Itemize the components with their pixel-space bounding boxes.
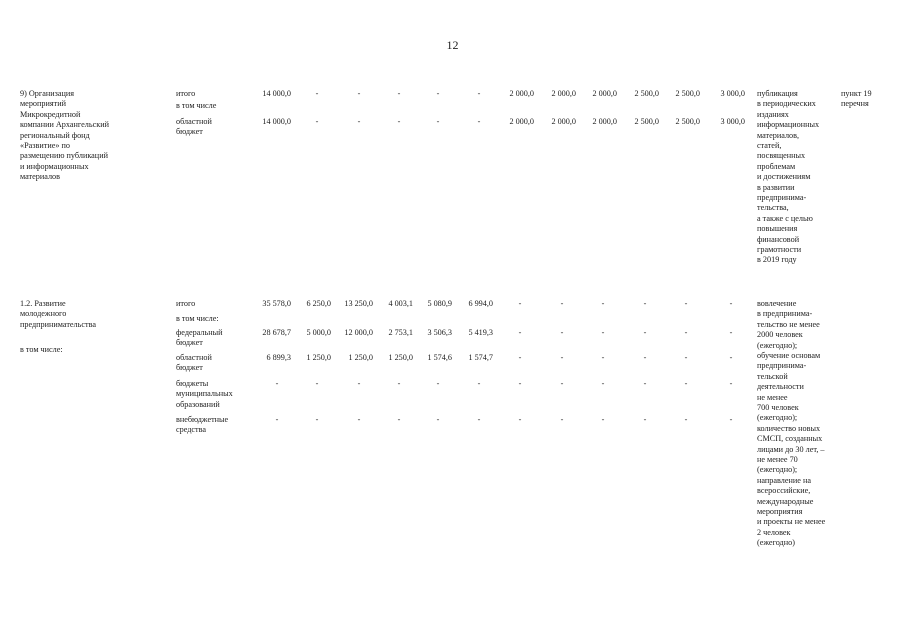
amount-cell: - [729, 379, 733, 388]
funding-source-label: итого [176, 299, 196, 308]
expected-result-line: (ежегодно); [757, 465, 798, 475]
amount-cell: - [397, 415, 401, 424]
event-title-line: «Развитие» по [20, 141, 70, 150]
event-title-line: 9) Организация [20, 89, 75, 98]
expected-result-line: материалов, [757, 130, 800, 140]
amount-cell: - [684, 299, 688, 308]
amount-cell: - [477, 415, 481, 424]
amount-cell: 6 899,3 [266, 353, 291, 362]
expected-result-line: 2000 человек [757, 330, 803, 340]
amount-cell: - [643, 415, 647, 424]
amount-cell: 3 000,0 [720, 89, 745, 98]
amount-cell: - [315, 415, 319, 424]
amount-cell: 35 578,0 [262, 299, 291, 308]
expected-result-line: посвященных [757, 151, 806, 161]
amount-cell: 1 250,0 [388, 353, 413, 362]
amount-cell: - [397, 379, 401, 388]
amount-cell: - [560, 379, 564, 388]
amount-cell: - [729, 415, 733, 424]
amount-cell: 2 500,0 [675, 89, 700, 98]
expected-result-line: в предпринима- [757, 309, 813, 319]
amount-cell: 12 000,0 [344, 328, 373, 337]
expected-result-line: информационных [757, 120, 820, 130]
amount-cell: - [315, 379, 319, 388]
expected-result-line: 2 человек [757, 527, 791, 537]
amount-cell: 3 506,3 [427, 328, 452, 337]
amount-cell: 2 000,0 [551, 89, 576, 98]
amount-cell: 2 753,1 [388, 328, 413, 337]
amount-cell: 1 574,7 [468, 353, 493, 362]
amount-cell: - [560, 328, 564, 337]
expected-result-line: мероприятия [757, 507, 803, 516]
amount-cell: 2 500,0 [634, 117, 659, 126]
amount-cell: 2 500,0 [675, 117, 700, 126]
amount-cell: - [684, 353, 688, 362]
reference-line: пункт 19 [841, 89, 872, 98]
funding-source-label: областной [176, 117, 212, 126]
amount-cell: - [397, 117, 401, 126]
expected-result-line: статей, [757, 141, 782, 150]
amount-cell: - [518, 353, 522, 362]
amount-cell: - [601, 353, 605, 362]
amount-cell: - [729, 328, 733, 337]
section-title-line: молодежного [20, 309, 67, 319]
amount-cell: 2 000,0 [551, 117, 576, 126]
funding-source-label: образований [176, 399, 220, 409]
funding-source-label: бюджет [176, 127, 203, 137]
amount-cell: - [315, 117, 319, 126]
amount-cell: - [643, 379, 647, 388]
funding-source-label: итого [176, 89, 196, 98]
amount-cell: - [560, 415, 564, 424]
funding-source-label: бюджеты [176, 379, 209, 388]
amount-cell: - [518, 379, 522, 388]
amount-cell: - [684, 328, 688, 337]
expected-result-line: (ежегодно); [757, 413, 798, 423]
expected-result-line: предпринима- [757, 361, 807, 371]
expected-result-line: финансовой [757, 234, 800, 244]
amount-cell: 2 000,0 [592, 89, 617, 98]
amount-cell: 6 994,0 [468, 299, 493, 308]
funding-source-label: федеральный [176, 328, 223, 337]
amount-cell: - [315, 89, 319, 98]
amount-cell: - [357, 89, 361, 98]
funding-source-label: в том числе [176, 101, 217, 110]
funding-source-label: бюджет [176, 363, 203, 373]
amount-cell: 1 574,6 [427, 353, 452, 362]
event-title-line: материалов [20, 172, 60, 182]
amount-cell: - [729, 353, 733, 362]
funding-source-label: средства [176, 425, 207, 435]
expected-result-line: изданиях [757, 109, 789, 119]
expected-result-line: количество новых [757, 423, 821, 433]
amount-cell: - [436, 415, 440, 424]
amount-cell: 2 000,0 [509, 117, 534, 126]
amount-cell: 4 003,1 [388, 299, 413, 308]
amount-cell: 28 678,7 [262, 328, 291, 337]
expected-result-line: 700 человек [757, 403, 799, 412]
amount-cell: - [684, 379, 688, 388]
expected-result-line: обучение основам [757, 351, 821, 360]
amount-cell: - [518, 415, 522, 424]
amount-cell: - [518, 328, 522, 337]
funding-source-label: муниципальных [176, 389, 233, 399]
expected-result-line: и достижениям [757, 172, 811, 182]
amount-cell: - [518, 299, 522, 308]
amount-cell: - [560, 299, 564, 308]
amount-cell: 1 250,0 [306, 353, 331, 362]
expected-result-line: не менее [757, 392, 788, 402]
amount-cell: 14 000,0 [262, 117, 291, 126]
amount-cell: - [357, 415, 361, 424]
expected-result-line: не менее 70 [757, 455, 798, 464]
amount-cell: - [643, 299, 647, 308]
amount-cell: - [643, 328, 647, 337]
amount-cell: - [357, 117, 361, 126]
amount-cell: - [436, 89, 440, 98]
expected-result-line: международные [757, 496, 814, 506]
amount-cell: 2 000,0 [592, 117, 617, 126]
event-title-line: компании Архангельский [20, 120, 109, 130]
amount-cell: - [601, 328, 605, 337]
expected-result-line: (ежегодно); [757, 340, 798, 350]
funding-source-label: бюджет [176, 338, 203, 348]
amount-cell: - [477, 379, 481, 388]
funding-source-label: внебюджетные [176, 415, 229, 424]
event-title-line: и информационных [20, 161, 89, 171]
section-title-line: 1.2. Развитие [20, 299, 66, 308]
amount-cell: 14 000,0 [262, 89, 291, 98]
expected-result-line: повышения [757, 224, 798, 234]
expected-result-line: вовлечение [757, 299, 797, 308]
expected-result-line: деятельности [757, 382, 804, 392]
amount-cell: - [601, 415, 605, 424]
amount-cell: - [601, 299, 605, 308]
reference-line: перечня [841, 99, 869, 109]
amount-cell: 2 000,0 [509, 89, 534, 98]
funding-source-label: в том числе: [176, 314, 219, 323]
amount-cell: 5 000,0 [306, 328, 331, 337]
amount-cell: 1 250,0 [348, 353, 373, 362]
expected-result-line: в периодических [757, 99, 816, 109]
expected-result-line: грамотности [757, 245, 802, 254]
expected-result-line: направление на [757, 475, 811, 485]
amount-cell: 2 500,0 [634, 89, 659, 98]
amount-cell: - [436, 379, 440, 388]
expected-result-line: публикация [757, 89, 798, 98]
amount-cell: 5 080,9 [427, 299, 452, 308]
amount-cell: - [477, 89, 481, 98]
event-title-line: региональный фонд [20, 130, 90, 140]
expected-result-line: (ежегодно) [757, 538, 795, 548]
expected-result-line: в развитии [757, 182, 795, 192]
amount-cell: - [601, 379, 605, 388]
expected-result-line: всероссийские, [757, 486, 811, 496]
funding-source-label: областной [176, 353, 212, 362]
amount-cell: - [397, 89, 401, 98]
amount-cell: - [643, 353, 647, 362]
amount-cell: - [436, 117, 440, 126]
amount-cell: - [729, 299, 733, 308]
amount-cell: 13 250,0 [344, 299, 373, 308]
expected-result-line: тельства, [757, 203, 789, 213]
expected-result-line: тельство не менее [757, 319, 820, 329]
event-title-line: Микрокредитной [20, 109, 81, 119]
amount-cell: - [275, 415, 279, 424]
amount-cell: 3 000,0 [720, 117, 745, 126]
expected-result-line: а также с целью [757, 213, 813, 223]
section-title-line: предпринимательства [20, 319, 96, 329]
amount-cell: 5 419,3 [468, 328, 493, 337]
amount-cell: - [477, 117, 481, 126]
expected-result-line: тельской [757, 371, 788, 381]
amount-cell: - [357, 379, 361, 388]
amount-cell: - [560, 353, 564, 362]
expected-result-line: предпринима- [757, 193, 807, 202]
expected-result-line: СМСП, созданных [757, 434, 823, 444]
page-number: 12 [446, 38, 459, 52]
amount-cell: 6 250,0 [306, 299, 331, 308]
event-title-line: размещению публикаций [20, 151, 108, 161]
expected-result-line: проблемам [757, 161, 796, 171]
expected-result-line: и проекты не менее [757, 517, 826, 527]
amount-cell: - [684, 415, 688, 424]
section-subtitle: в том числе: [20, 345, 63, 354]
amount-cell: - [275, 379, 279, 388]
expected-result-line: в 2019 году [757, 255, 797, 265]
expected-result-line: лицами до 30 лет, – [757, 444, 825, 454]
event-title-line: мероприятий [20, 99, 66, 109]
